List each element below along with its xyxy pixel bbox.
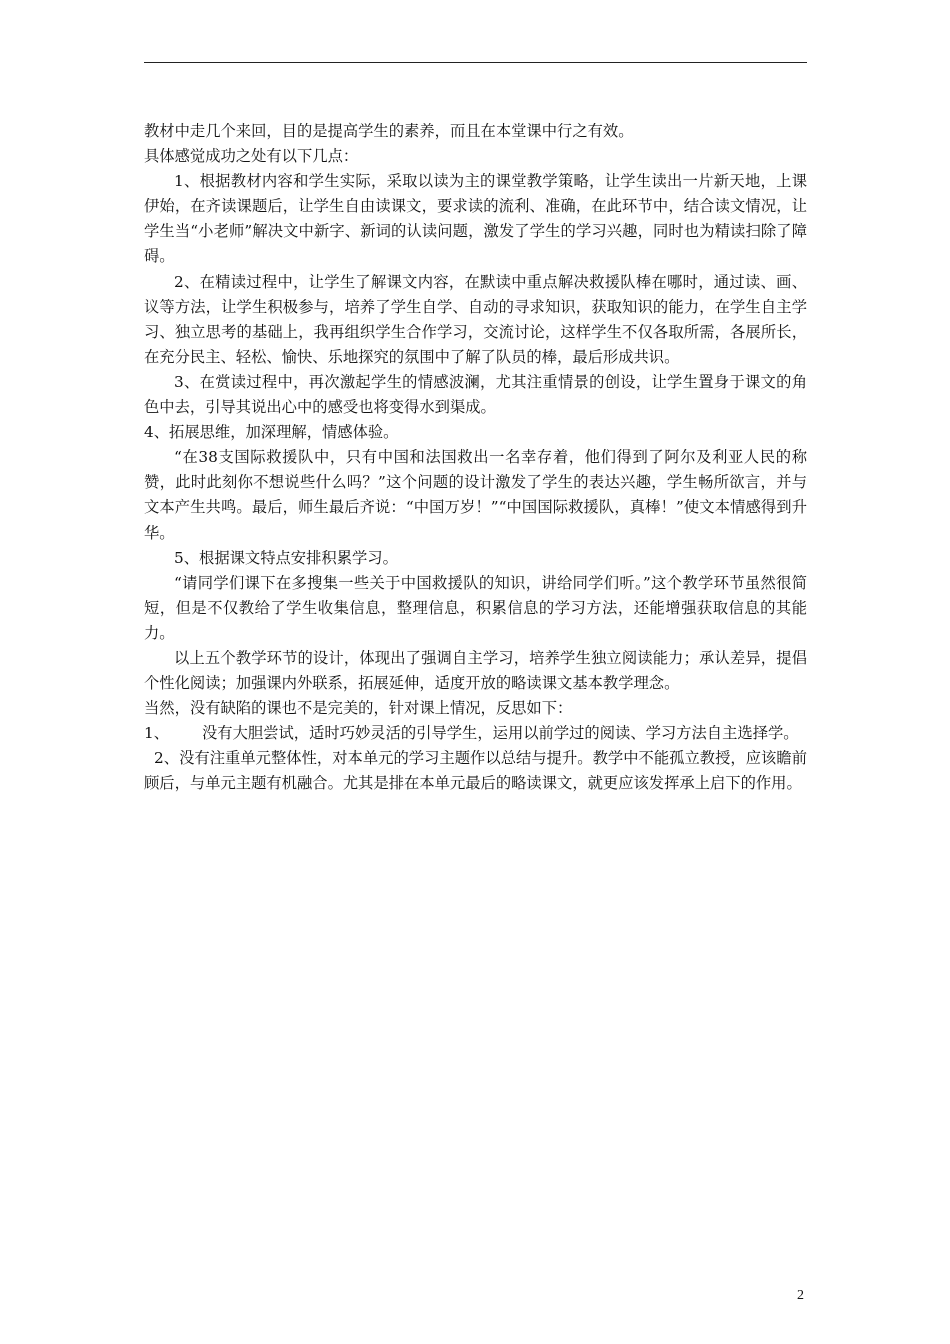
paragraph: 具体感觉成功之处有以下几点： — [144, 147, 359, 166]
paragraph: 教材中走几个来回，目的是提高学生的素养，而且在本堂课中行之有效。 — [144, 122, 634, 140]
paragraph: 以上五个教学环节的设计，体现出了强调自主学习，培养学生独立阅读能力；承认差异，提倡个性化阅读；加强课内外联系，拓展延伸，适度开放的略读课文基本教学理念。 — [144, 648, 807, 693]
paragraph: 1、根据教材内容和学生实际，采取以读为主的课堂教学策略，让学生读出一片新天地，上课伊始，在齐读课题后，让学生自由读课文，要求读的流利、准确，在此环节中，结合读文情况，让学生当“小老师”解决文中新字、新词的认读问题，激发了学生的学习兴趣，同时也为精读扫除了障碍。 — [144, 172, 807, 266]
numbered-paragraph — [144, 721, 807, 746]
list-text: 没有大胆尝试，适时巧妙灵活的引导学生，运用以前学过的阅读、学习方法自主选择学。 — [202, 724, 799, 743]
paragraph: 2、没有注重单元整体性，对本单元的学习主题作以总结与提升。教学中不能孤立教授，应该瞻前顾后，与单元主题有机融合。尤其是排在本单元最后的略读课文，就更应该发挥承上启下的作用。 — [144, 749, 807, 793]
paragraph: “在38支国际救援队中，只有中国和法国救出一名幸存着，他们得到了阿尔及利亚人民的称赞，此时此刻你不想说些什么吗？”这个问题的设计激发了学生的表达兴趣，学生畅所欲言，并与文本产生共鸣。最后，师生最后齐说：“中国万岁！”“中国国际救援队，真棒！”使文本情感得到升华。 — [144, 448, 807, 542]
paragraph: 4、拓展思维，加深理解，情感体验。 — [144, 423, 399, 442]
page-number: 2 — [797, 1288, 804, 1303]
paragraph: “请同学们课下在多搜集一些关于中国救援队的知识，讲给同学们听。”这个教学环节虽然很简短，但是不仅教给了学生收集信息，整理信息，积累信息的学习方法，还能增强获取信息的其能力。 — [144, 573, 807, 642]
header-rule — [144, 62, 807, 63]
document-body — [144, 119, 807, 797]
paragraph: 当然，没有缺陷的课也不是完美的，针对课上情况，反思如下： — [144, 699, 573, 718]
paragraph: 5、根据课文特点安排积累学习。 — [174, 548, 398, 567]
paragraph: 2、在精读过程中，让学生了解课文内容，在默读中重点解决救援队棒在哪时，通过读、画、议等方法，让学生积极参与，培养了学生自学、自动的寻求知识，获取知识的能力，在学生自主学习、独立思考的基础上，我再组织学生合作学习，交流讨论，这样学生不仅各取所需，各展所长，在充分民主、轻松、愉快、乐地探究的氛围中了解了队员的棒，最后形成共识。 — [144, 272, 807, 366]
list-number: 1、 — [144, 724, 170, 743]
paragraph: 3、在赏读过程中，再次激起学生的情感波澜，尤其注重情景的创设，让学生置身于课文的角色中去，引导其说出心中的感受也将变得水到渠成。 — [144, 372, 807, 417]
